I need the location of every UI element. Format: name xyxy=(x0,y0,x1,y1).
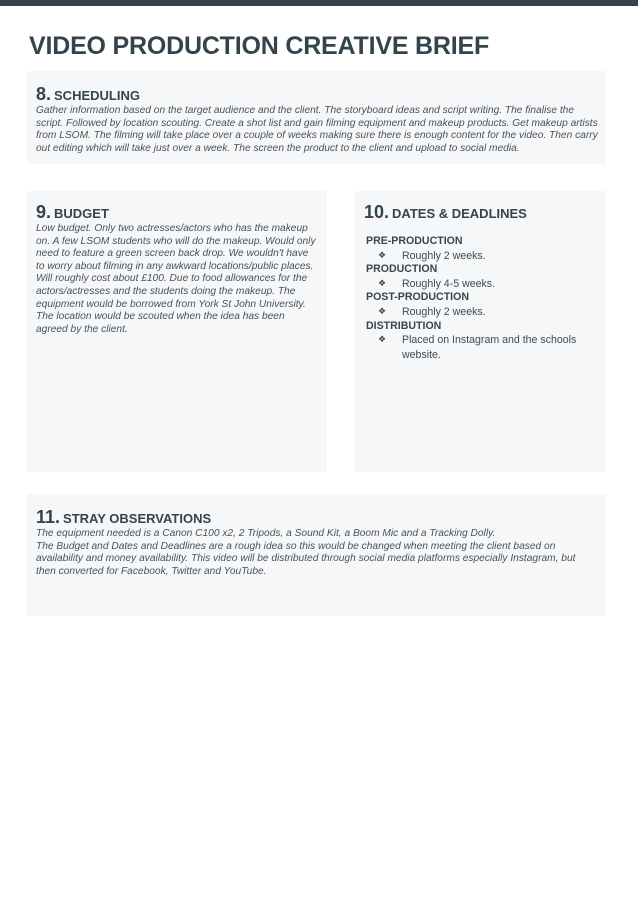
budget-paragraph: Will roughly cost about £100. Due to food allowances for the actors/actresses and the students doing the makeup. The equipment would be borrowed from York St John University. The location would be scouted when the idea has been agreed by the client. xyxy=(36,273,308,335)
budget-number: 9. xyxy=(36,202,52,222)
budget-panel xyxy=(27,191,327,472)
scheduling-text: Gather information based on the target audience and the client. The storyboard ideas and script writing. The finalise the script. Followed by location scouting. Create a shot list and gain filming equipment and makeup products. Get makeup artists from LSOM. The filming will take place over a couple of weeks making sure there is enough content for the video. Then carry out editing which will take just over a week. The screen the product to the client and upload to social media. xyxy=(36,105,598,154)
deadlines-list xyxy=(364,235,598,362)
observations-title: STRAY OBSERVATIONS xyxy=(63,511,212,526)
budget-heading xyxy=(36,201,317,223)
diamond-bullet-icon: ❖ xyxy=(378,306,387,317)
observations-heading xyxy=(36,506,598,528)
phase-pre-production-item xyxy=(366,249,598,264)
top-accent-bar xyxy=(0,0,638,6)
scheduling-panel xyxy=(27,71,606,164)
observations-text xyxy=(36,528,598,578)
scheduling-title: SCHEDULING xyxy=(54,88,140,103)
budget-paragraph: Low budget. Only two actresses/actors who has the makeup on. A few LSOM students who will do the makeup. Would only need to feature a green screen back drop. We wouldn't have to worry about filming in any awkward locations/public places. xyxy=(36,223,316,272)
deadlines-title: DATES & DEADLINES xyxy=(392,206,527,221)
observations-number: 11. xyxy=(36,507,61,527)
deadlines-number: 10. xyxy=(364,202,390,222)
budget-text xyxy=(36,223,317,336)
diamond-bullet-icon: ❖ xyxy=(378,334,387,345)
phase-item-text: Roughly 4-5 weeks. xyxy=(402,277,496,290)
scheduling-number: 8. xyxy=(36,84,52,104)
observations-paragraph: The equipment needed is a Canon C100 x2, 2 Tripods, a Sound Kit, a Boom Mic and a Tracking Dolly. xyxy=(36,528,496,539)
observations-panel xyxy=(27,494,606,616)
phase-post-production-item xyxy=(366,305,598,320)
scheduling-heading xyxy=(36,83,598,105)
budget-title: BUDGET xyxy=(54,206,109,221)
phase-item-text: Roughly 2 weeks. xyxy=(402,249,486,262)
phase-distribution-item xyxy=(366,333,598,362)
phase-item-text: Roughly 2 weeks. xyxy=(402,306,486,319)
page-title: VIDEO PRODUCTION CREATIVE BRIEF xyxy=(29,32,490,60)
diamond-bullet-icon: ❖ xyxy=(378,277,387,288)
phase-item-text: Placed on Instagram and the schools website. xyxy=(402,334,577,361)
phase-production-item xyxy=(366,277,598,292)
deadlines-panel xyxy=(355,191,606,472)
observations-paragraph: The Budget and Dates and Deadlines are a rough idea so this would be changed when meeting the client based on availability and money availability. This video will be distributed through social media platforms especially Instagram, but then converted for Facebook, Twitter and YouTube. xyxy=(36,540,576,577)
deadlines-heading xyxy=(364,201,598,223)
phase-post-production-label: POST-PRODUCTION xyxy=(366,291,469,304)
phase-production-label: PRODUCTION xyxy=(366,263,438,276)
phase-pre-production-label: PRE-PRODUCTION xyxy=(366,235,463,247)
phase-distribution-label: DISTRIBUTION xyxy=(366,319,442,332)
diamond-bullet-icon: ❖ xyxy=(378,249,387,260)
